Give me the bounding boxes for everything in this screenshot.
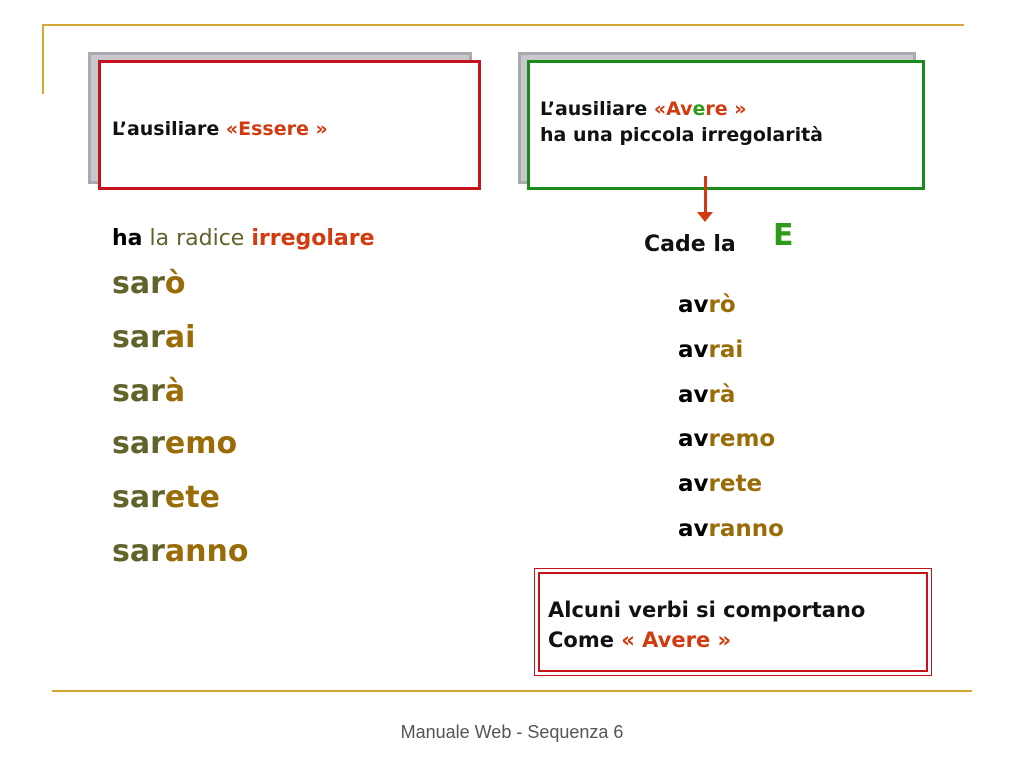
avere-form: avrai <box>678 337 744 363</box>
essere-box-highlight: «Essere » <box>225 118 328 140</box>
avere-box-line1 <box>540 96 823 122</box>
note-line2 <box>548 625 865 655</box>
avere-form: avrà <box>678 382 736 408</box>
note-line2-highlight: « Avere » <box>621 628 732 652</box>
note-text <box>548 595 865 655</box>
bottom-rule <box>52 690 972 692</box>
essere-form: sarò <box>112 266 186 301</box>
avere-form: avranno <box>678 516 784 542</box>
intro-ha: ha <box>112 226 143 251</box>
cade-label: Cade la <box>644 232 736 257</box>
avere-box-prefix: L’ausiliare <box>540 98 654 120</box>
avere-box-hl-1: «Av <box>653 98 693 120</box>
arrow-head-icon <box>697 212 713 222</box>
essere-form: saranno <box>112 534 249 569</box>
note-line1: Alcuni verbi si comportano <box>548 598 866 622</box>
cade-letter: E <box>773 218 794 253</box>
down-arrow-icon <box>704 176 707 216</box>
avere-box-text <box>540 96 823 148</box>
avere-box-hl-2: re » <box>705 98 747 120</box>
top-rule <box>44 24 964 26</box>
avere-box-line2: ha una piccola irregolarità <box>540 124 824 146</box>
avere-box-hl-e: e <box>692 98 706 120</box>
essere-box-text <box>112 116 328 142</box>
essere-box-prefix: L’ausiliare <box>112 118 226 140</box>
intro-line <box>112 226 375 251</box>
note-line2-prefix: Come <box>548 628 622 652</box>
avere-form: avrò <box>678 292 736 318</box>
intro-irregolare: irregolare <box>251 226 375 251</box>
intro-radice: la radice <box>142 226 252 251</box>
left-rule <box>42 24 44 94</box>
avere-form: avrete <box>678 471 763 497</box>
footer-text: Manuale Web - Sequenza 6 <box>400 722 624 742</box>
essere-form: saremo <box>112 426 238 461</box>
avere-form: avremo <box>678 426 776 452</box>
essere-form: sarete <box>112 480 220 515</box>
essere-form: sarà <box>112 374 186 409</box>
essere-form: sarai <box>112 320 196 355</box>
